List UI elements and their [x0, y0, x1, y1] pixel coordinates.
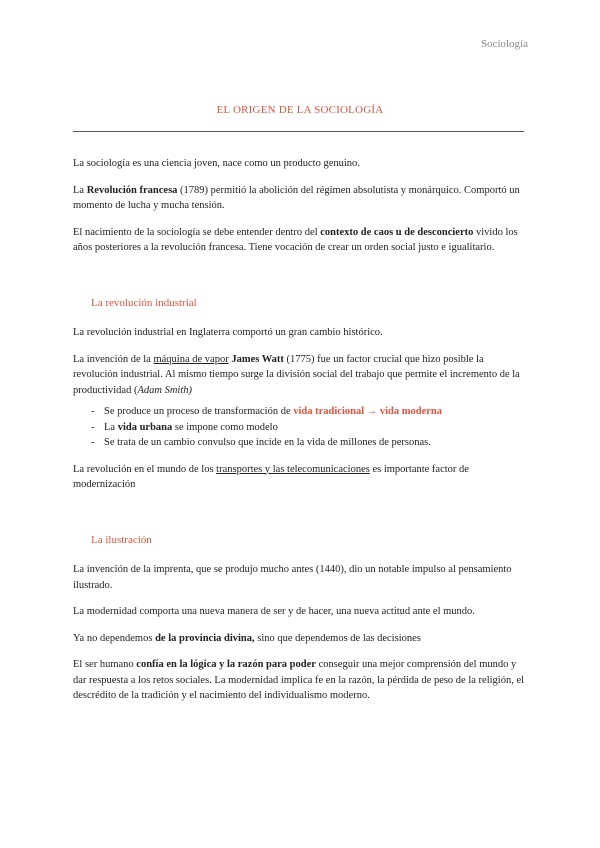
industrial-paragraph-1: La revolución industrial en Inglaterra comportó un gran cambio histórico.	[73, 327, 383, 338]
highlight-term: vida tradicional → vida moderna	[293, 406, 442, 417]
industrial-paragraph-3: La revolución en el mundo de los transportes y las telecomunicaciones es importante factor de modernización	[73, 463, 469, 490]
page-title: EL ORIGEN DE LA SOCIOLOGÍA	[216, 104, 384, 116]
underlined-term: transportes y las telecomunicaciones	[216, 463, 370, 475]
underlined-term: máquina de vapor	[153, 353, 229, 365]
industrial-bullet-list	[73, 404, 529, 451]
industrial-paragraph-2: La invención de la máquina de vapor James Watt (1775) fue un factor crucial que hizo posible la revolución industrial. Al mismo tiempo surge la división social del trabajo que permite el incremento de la productividad (Adam Smith)	[73, 353, 520, 396]
bold-term: vida urbana	[117, 421, 173, 433]
list-item: - Se produce un proceso de transformación de vida tradicional → vida moderna	[73, 404, 529, 420]
list-item: - La vida urbana se impone como modelo	[73, 420, 529, 436]
ilustracion-paragraph-1: La invención de la imprenta, que se produjo mucho antes (1440), dio un notable impulso al pensamiento ilustrado.	[73, 564, 512, 591]
list-item: - Se trata de un cambio convulso que incide en la vida de millones de personas.	[73, 435, 529, 451]
title-rule	[73, 131, 524, 132]
section-heading-industrial: La revolución industrial	[91, 296, 197, 309]
document-body	[73, 156, 529, 715]
section-heading-ilustracion: La ilustración	[91, 533, 152, 546]
intro-paragraph-3: El nacimiento de la sociología se debe entender dentro del contexto de caos u de desconcierto vivido los años posteriores a la revolución francesa. Tiene vocación de crear un orden social justo e igualitario.	[73, 226, 518, 253]
ilustracion-paragraph-2: La modernidad comporta una nueva manera de ser y de hacer, una nueva actitud ante el mundo.	[73, 606, 475, 617]
intro-paragraph-1: La sociología es una ciencia joven, nace como un producto genuino.	[73, 158, 360, 169]
italic-term: Adam Smith)	[137, 384, 192, 396]
intro-paragraph-2: La Revolución francesa (1789) permitió la abolición del régimen absolutista y monárquico. Comportó un momento de lucha y mucha tensión.	[73, 184, 520, 211]
running-header: Sociología	[480, 38, 528, 50]
bold-term: Revolución francesa	[86, 184, 178, 196]
ilustracion-paragraph-3: Ya no dependemos de la provincia divina, sino que dependemos de las decisiones	[73, 632, 421, 644]
bold-term: contexto de caos u de desconcierto	[320, 226, 474, 238]
bold-term: confía en la lógica y la razón para poder	[136, 659, 316, 670]
ilustracion-paragraph-4: El ser humano confía en la lógica y la razón para poder conseguir una mejor comprensión del mundo y dar respuesta a los retos sociales. La modernidad implica fe en la razón, la pérdida de peso de la religión, el descrédito de la tradición y el nacimiento del individualismo moderno.	[73, 659, 525, 701]
bold-term: James Watt	[231, 353, 284, 365]
bold-term: de la provincia divina,	[155, 632, 255, 644]
